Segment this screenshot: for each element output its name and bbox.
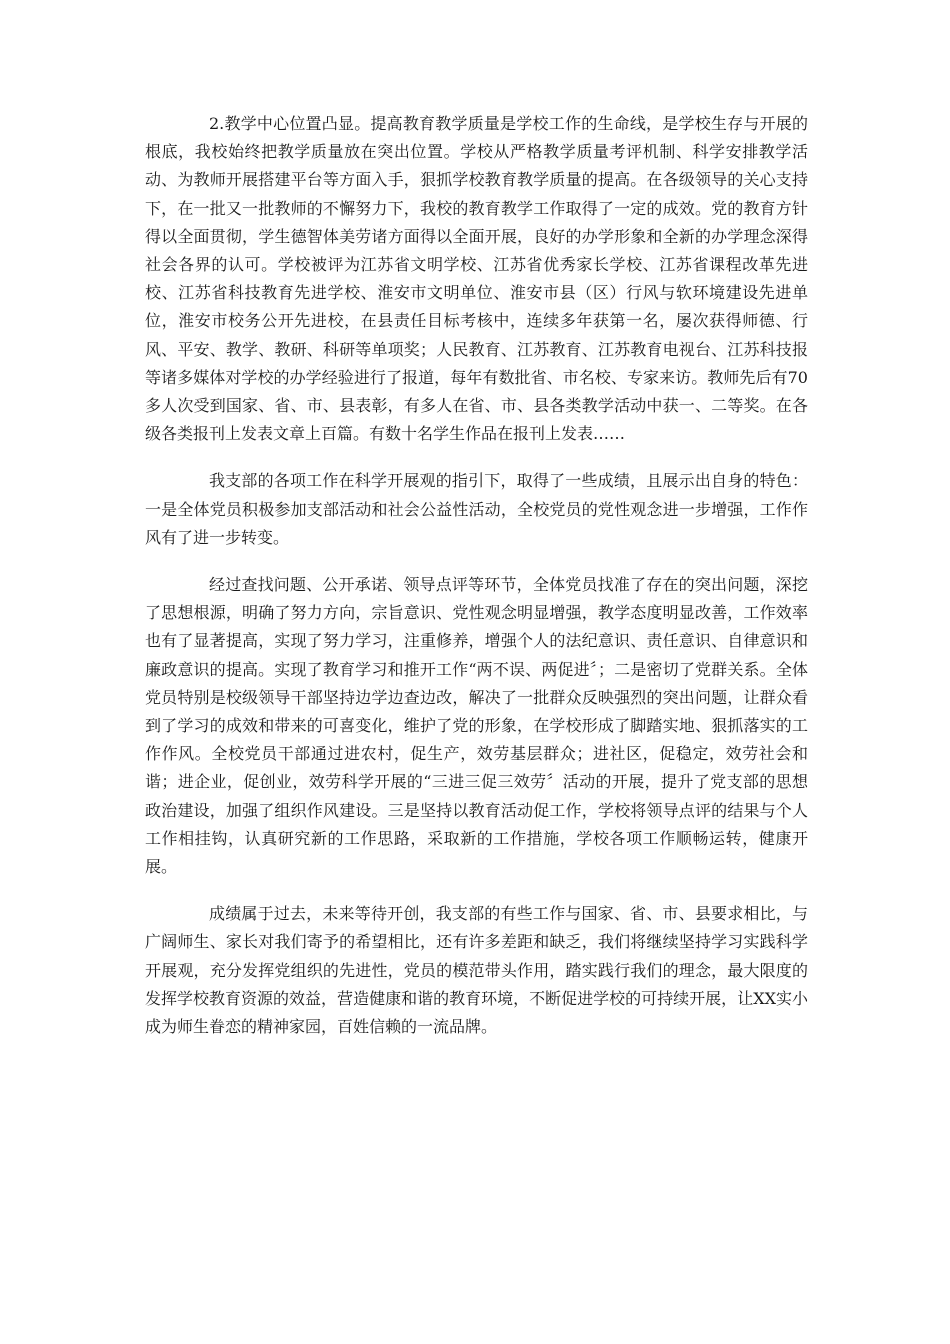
paragraph-branch-achievements: 我支部的各项工作在科学开展观的指引下，取得了一些成绩，且展示出自身的特色：一是全体党员积极参加支部活动和社会公益性活动，全校党员的党性观念进一步增强，工作作风有了进一步转变。 <box>145 471 808 547</box>
document-body <box>145 110 808 1060</box>
paragraph-teaching-quality: 2.教学中心位置凸显。提高教育教学质量是学校工作的生命线，是学校生存与开展的根底，我校始终把教学质量放在突出位置。学校从严格教学质量考评机制、科学安排教学活动、为教师开展搭建平台等方面入手，狠抓学校教育教学质量的提高。在各级领导的关心支持下，在一批又一批教师的不懈努力下，我校的教育教学工作取得了一定的成效。党的教育方针得以全面贯彻，学生德智体美劳诸方面得以全面开展，良好的办学形象和全新的办学理念深得社会各界的认可。学校被评为江苏省文明学校、江苏省优秀家长学校、江苏省课程改革先进校、江苏省科技教育先进学校、淮安市文明单位、淮安市县（区）行风与软环境建设先进单位，淮安市校务公开先进校，在县责任目标考核中，连续多年获第一名，屡次获得师德、行风、平安、教学、教研、科研等单项奖；人民教育、江苏教育、江苏教育电视台、江苏科技报等诸多媒体对学校的办学经验进行了报道，每年有数批省、市名校、专家来访。教师先后有70多人次受到国家、省、市、县表彰，有多人在省、市、县各类教学活动中获一、二等奖。在各级各类报刊上发表文章上百篇。有数十名学生作品在报刊上发表…… <box>145 114 808 444</box>
paragraph-party-members-review: 经过查找问题、公开承诺、领导点评等环节，全体党员找准了存在的突出问题，深挖了思想根源，明确了努力方向，宗旨意识、党性观念明显增强，教学态度明显改善，工作效率也有了显著提高，实现了努力学习，注重修养，增强个人的法纪意识、责任意识、自律意识和廉政意识的提高。实现了教育学习和推开工作“两不误、两促进〞；二是密切了党群关系。全体党员特别是校级领导干部坚持边学边查边改，解决了一批群众反映强烈的突出问题，让群众看到了学习的成效和带来的可喜变化，维护了党的形象，在学校形成了脚踏实地、狠抓落实的工作作风。全校党员干部通过进农村，促生产，效劳基层群众；进社区，促稳定，效劳社会和谐；进企业，促创业，效劳科学开展的“三进三促三效劳〞活动的开展，提升了党支部的思想政治建设，加强了组织作风建设。三是坚持以教育活动促工作，学校将领导点评的结果与个人工作相挂钩，认真研究新的工作思路，采取新的工作措施，学校各项工作顺畅运转，健康开展。 <box>145 575 808 877</box>
paragraph-future-outlook: 成绩属于过去，未来等待开创，我支部的有些工作与国家、省、市、县要求相比，与广阔师生、家长对我们寄予的希望相比，还有许多差距和缺乏，我们将继续坚持学习实践科学开展观，充分发挥党组织的先进性，党员的模范带头作用，踏实践行我们的理念，最大限度的发挥学校教育资源的效益，营造健康和谐的教育环境，不断促进学校的可持续开展，让XX实小成为师生眷恋的精神家园，百姓信赖的一流品牌。 <box>145 904 808 1037</box>
